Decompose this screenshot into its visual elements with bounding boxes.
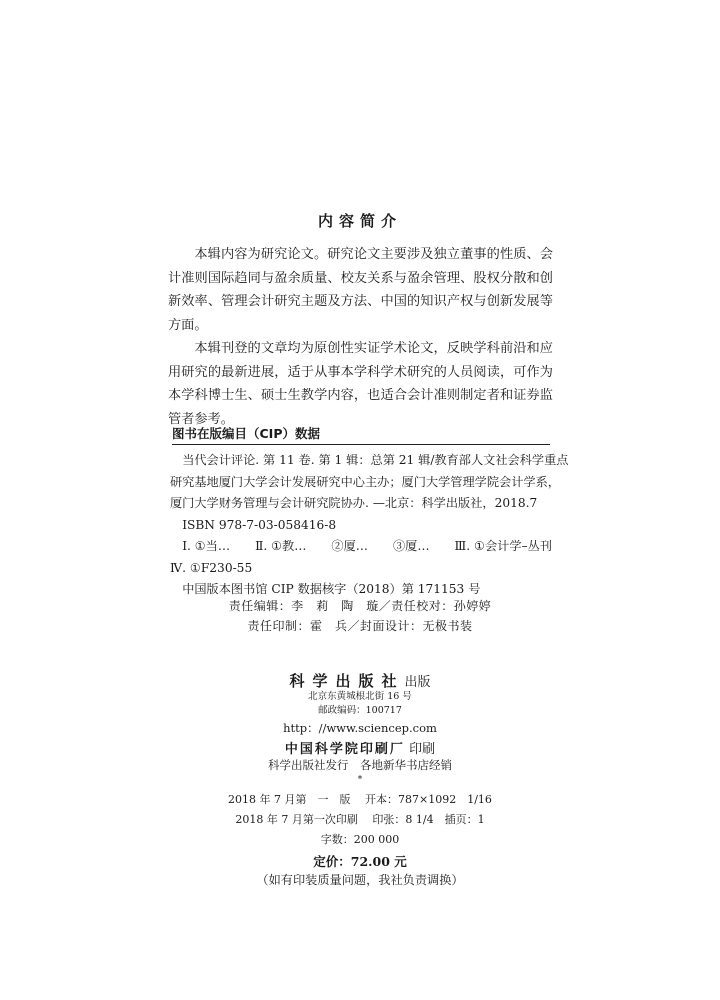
price: 定价：72.00 元 — [313, 854, 407, 869]
cip-divider — [172, 444, 550, 445]
cip-check-number: 中国版本图书馆 CIP 数据核字（2018）第 171153 号 — [182, 582, 481, 596]
cip-class-item: ③厦… — [392, 539, 430, 553]
quality-notice: （如有印装质量问题，我社负责调换） — [256, 873, 464, 887]
cip-class-line-2: Ⅳ. ①F230-55 — [170, 560, 253, 575]
cip-isbn: ISBN 978-7-03-058416-8 — [182, 517, 337, 532]
cip-line-3: 厦门大学财务管理与会计研究院协办. —北京：科学出版社，2018.7 — [170, 496, 538, 510]
cip-line-2: 研究基地厦门大学会计发展研究中心主办；厦门大学管理学院会计学系， — [170, 474, 560, 489]
edition-line-2: 2018 年 7 月第一次印刷 印张：8 1/4 插页：1 — [235, 813, 485, 826]
cip-line-1: 当代会计评论. 第 11 卷. 第 1 辑：总第 21 辑/教育部人文社会科学重点 — [182, 453, 569, 467]
edition-line-1: 2018 年 7 月第 一 版 开本：787×1092 1/16 — [228, 793, 492, 806]
printer-name: 中国科学院印刷厂 — [284, 742, 405, 757]
distribution: 科学出版社发行 各地新华书店经销 — [268, 758, 452, 772]
intro-body — [168, 243, 553, 431]
cip-class-item: Ⅱ. ①教… — [255, 539, 307, 553]
publisher-suffix: 出版 — [404, 675, 431, 690]
cip-class-item: Ⅲ. ①会计学–丛刊 — [454, 539, 552, 553]
staff-line-2: 责任印制：霍 兵／封面设计：无极书装 — [247, 619, 473, 633]
publisher-url: http：//www.sciencep.com — [283, 721, 437, 735]
cip-class-item: ②厦… — [331, 539, 368, 553]
publisher-logo-text: 科学出版社 — [289, 672, 405, 690]
publisher-name — [0, 670, 720, 691]
publisher-address-block — [0, 690, 720, 718]
printer-suffix: 印刷 — [409, 742, 436, 757]
word-count: 字数：200 000 — [320, 833, 400, 846]
printer — [0, 738, 720, 757]
edition-info — [0, 790, 720, 850]
intro-title: 内容简介 — [317, 212, 402, 230]
star-separator: * — [357, 775, 363, 785]
intro-paragraph-2: 本辑刊登的文章均为原创性实证学术论文，反映学科前沿和应用研究的最新进展，适于从事本学科学术研究的人员阅读，可作为本学科博士生、硕士生教学内容，也适合会计准则制定者和证券监管者参考。 — [168, 341, 553, 427]
cip-body — [170, 450, 569, 601]
cip-heading: 图书在版编目（CIP）数据 — [172, 426, 320, 441]
cip-class-item: Ⅰ. ①当… — [182, 539, 231, 553]
intro-paragraph-1: 本辑内容为研究论文。研究论文主要涉及独立董事的性质、会计准则国际趋同与盈余质量、校友关系与盈余管理、股权分散和创新效率、管理会计研究主题及方法、中国的知识产权与创新发展等方面。 — [168, 247, 553, 333]
staff-credits — [0, 596, 720, 636]
publisher-postcode: 邮政编码：100717 — [318, 705, 402, 716]
publisher-address: 北京东黄城根北街 16 号 — [308, 691, 412, 702]
cip-classification — [170, 536, 552, 558]
staff-line-1: 责任编辑：李 莉 陶 璇／责任校对：孙婷婷 — [228, 599, 492, 613]
